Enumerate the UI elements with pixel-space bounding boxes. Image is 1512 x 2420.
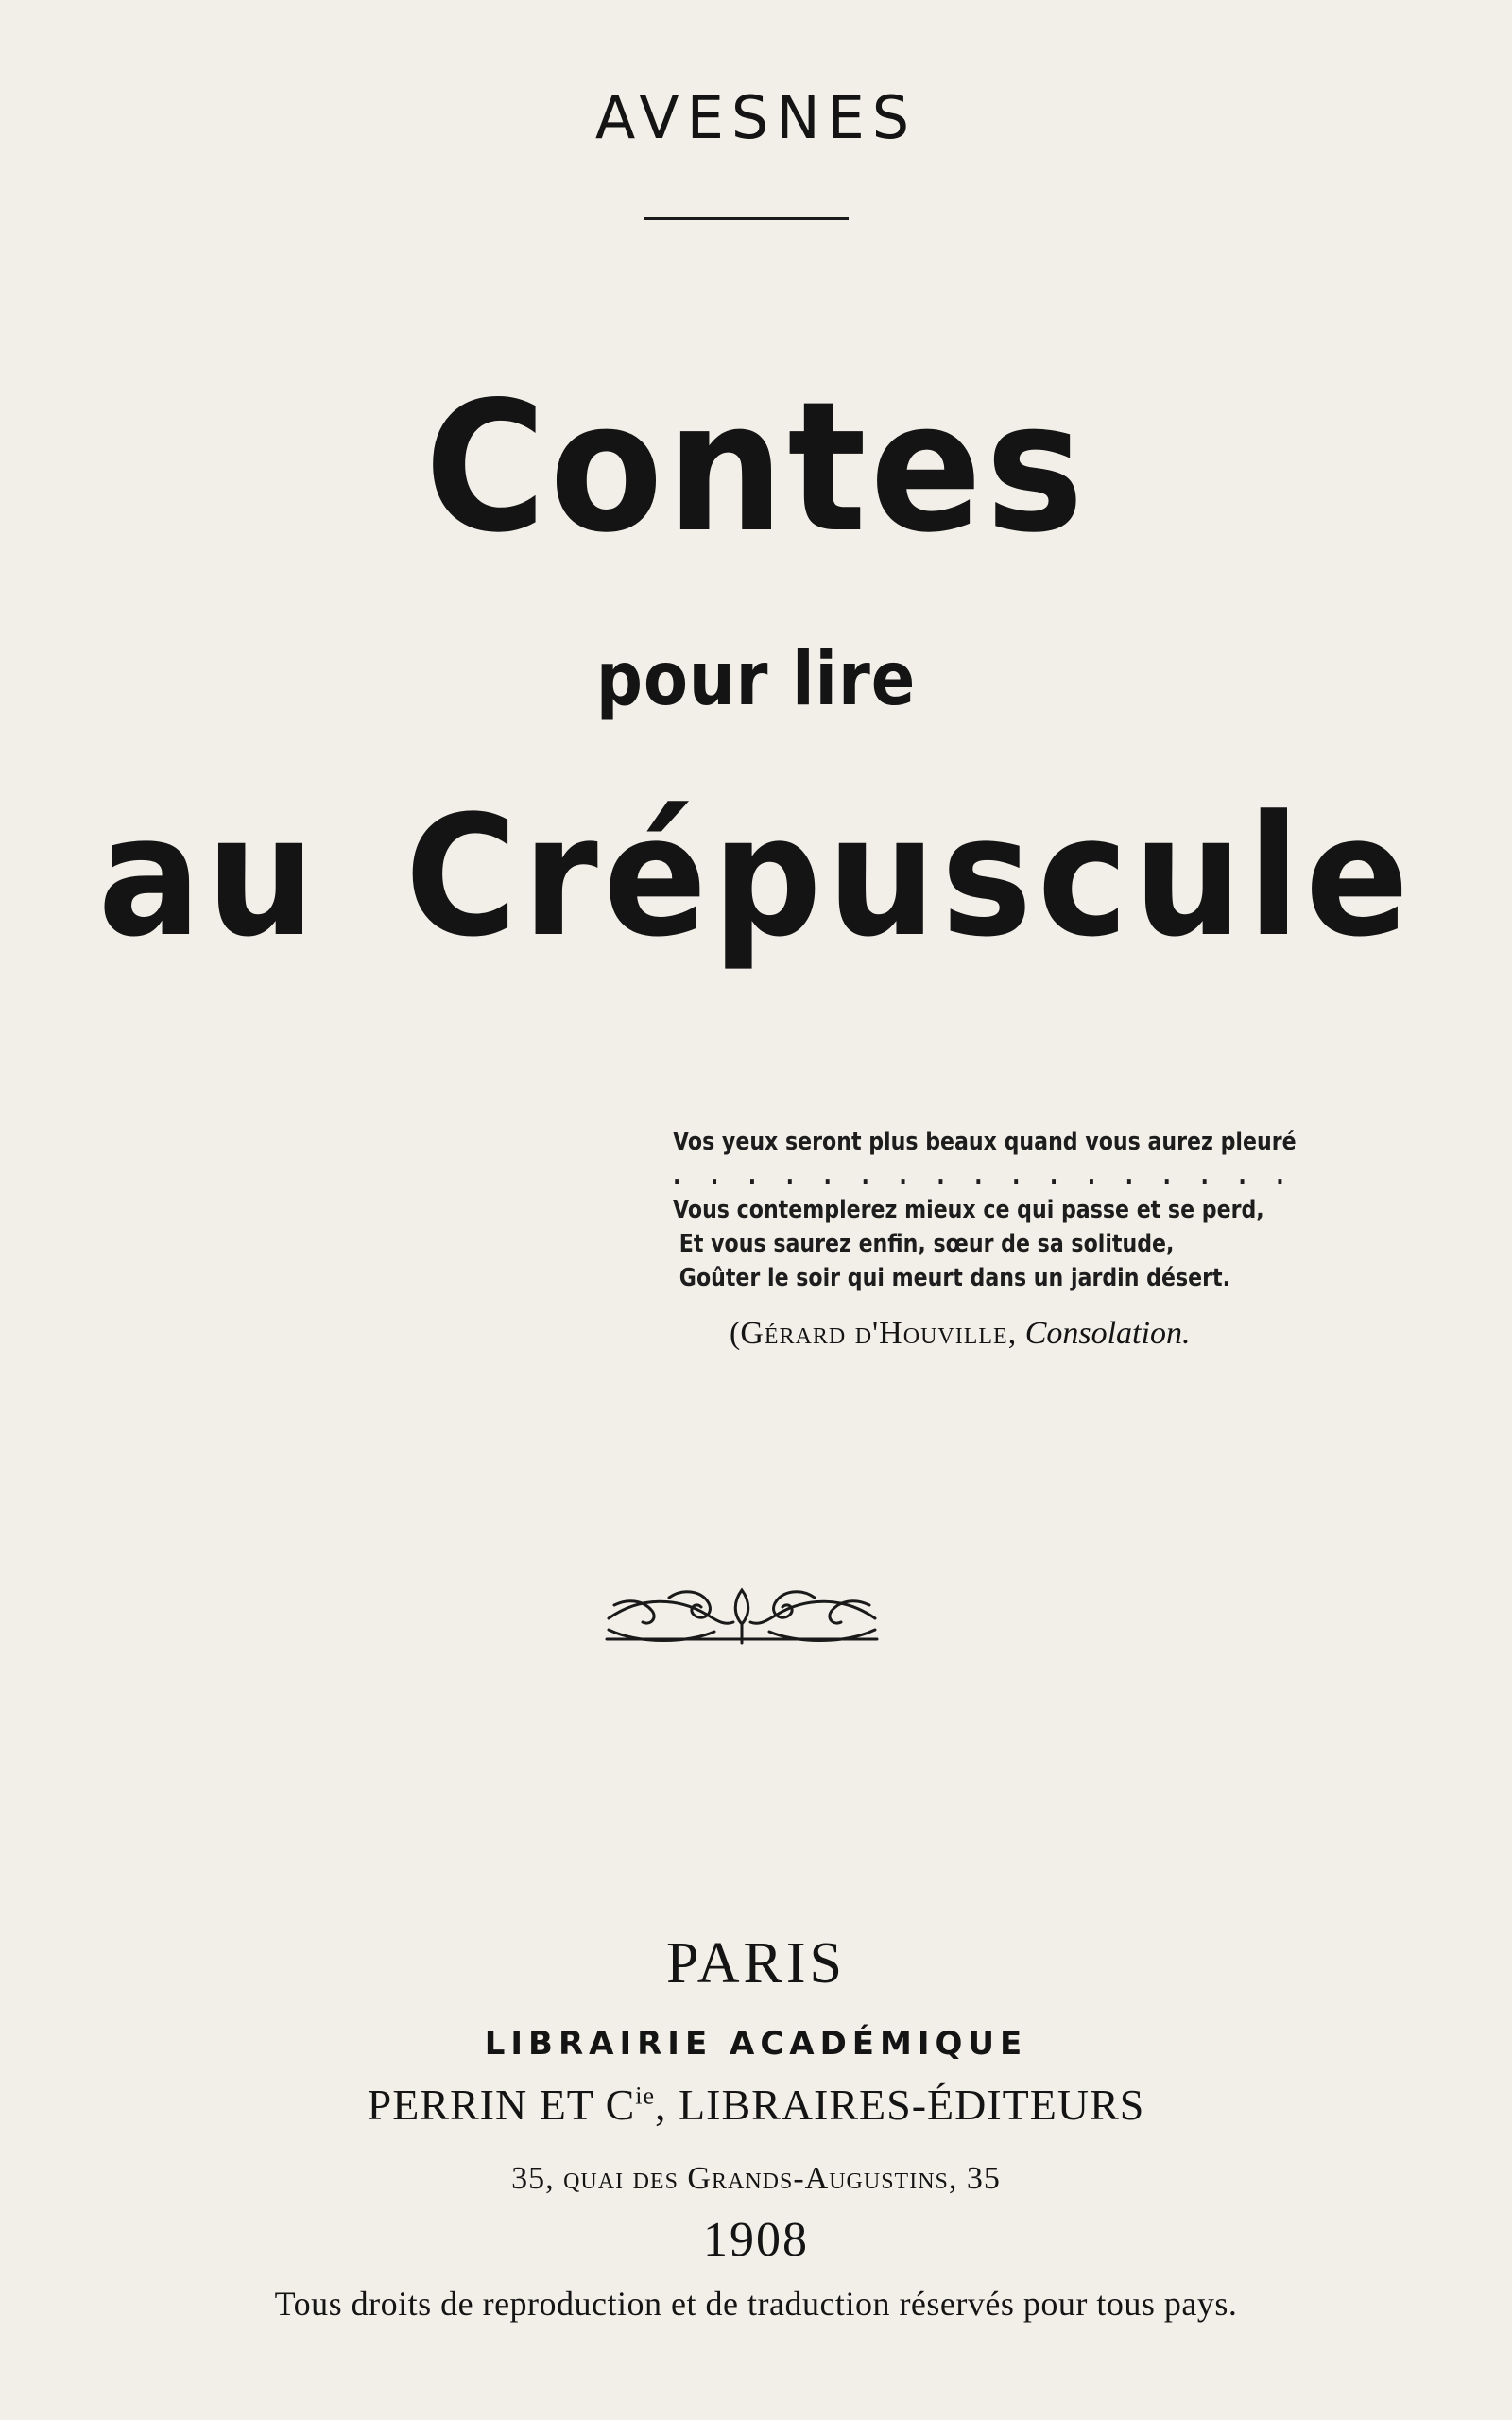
divider-rule xyxy=(644,217,849,220)
author-name: AVESNES xyxy=(594,83,918,152)
imprint-address: 35, quai des Grands-Augustins, 35 xyxy=(511,2161,1001,2196)
attribution-work: Consolation. xyxy=(1024,1316,1191,1351)
epigraph-line-2: Vous contemplerez mieux ce qui passe et se perd, xyxy=(673,1196,1264,1224)
epigraph-ellipsis: . . . . . . . . . . . . . . . . . xyxy=(673,1162,1296,1190)
perrin-sup: ie xyxy=(635,2082,656,2110)
epigraph-line-4: Goûter le soir qui meurt dans un jardin désert. xyxy=(679,1264,1230,1292)
floral-vignette-icon xyxy=(603,1577,881,1652)
imprint-year: 1908 xyxy=(703,2213,809,2267)
imprint-city: PARIS xyxy=(665,1931,847,1996)
perrin-rest: , LIBRAIRES-ÉDITEURS xyxy=(655,2081,1145,2129)
title-line-2: pour lire xyxy=(595,637,917,722)
perrin-main: PERRIN ET C xyxy=(367,2081,636,2129)
attribution-author: Gérard d'Houville, xyxy=(740,1316,1018,1351)
imprint-publisher: LIBRAIRIE ACADÉMIQUE xyxy=(484,2025,1028,2063)
title-line-3: au Crépuscule xyxy=(97,780,1415,974)
title-line-1: Contes xyxy=(424,363,1088,572)
epigraph-line-3: Et vous saurez enfin, sœur de sa solitude, xyxy=(679,1230,1175,1258)
imprint-rights: Tous droits de reproduction et de traduction réservés pour tous pays. xyxy=(274,2285,1238,2323)
epigraph-line-1: Vos yeux seront plus beaux quand vous aurez pleuré xyxy=(673,1128,1297,1156)
epigraph-attribution xyxy=(730,1316,1190,1352)
imprint-perrin xyxy=(0,2080,1512,2130)
epigraph xyxy=(673,1125,1353,1295)
attribution-paren: ( xyxy=(730,1316,741,1351)
